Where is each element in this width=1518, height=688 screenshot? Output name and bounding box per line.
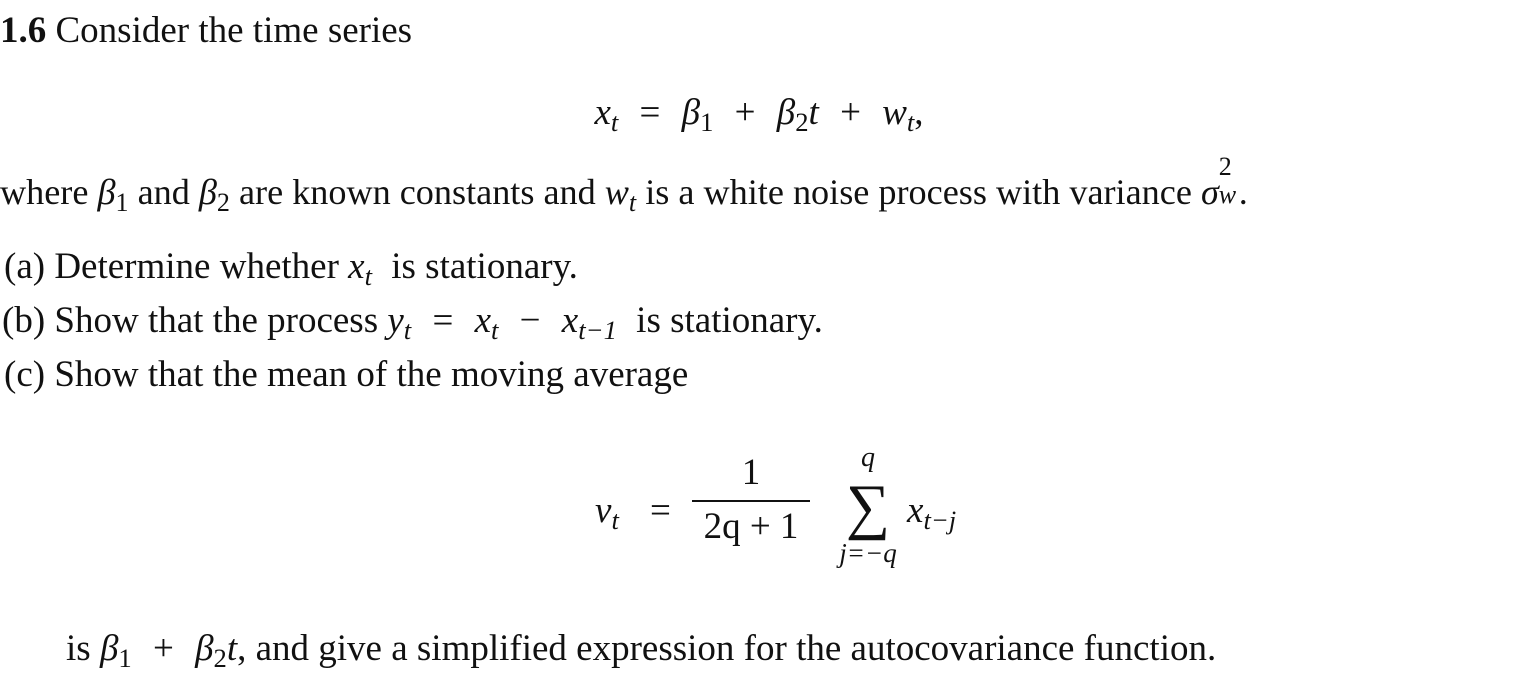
fraction-denominator: 2q + 1 [703,506,799,547]
sum-symbol: ∑ [845,473,891,541]
problem-intro: Consider the time series [55,10,413,51]
equation-moving-average: $v_t$ = 1 2q + 1 q ∑ j=−q $x_{t-j}$ [595,442,957,568]
where-sentence: where $\beta_1$ and $\beta_2$ are known constants and $w_t$ is a white noise process with variance σ 2 w . [0,152,1248,218]
summation [823,444,913,567]
part-a: (a) Determine whether $x_t$ is stationary. [4,246,578,292]
problem-heading [0,12,412,49]
conclusion-sentence: is $\beta_1 + \beta_2t$, and give a simplified expression for the autocovariance function. [66,628,1217,674]
fraction-bar [692,500,810,502]
part-b: (b) Show that the process $y_t = x_t - x_{t-1}$ is stationary. [2,300,823,346]
sum-term: $x_{t-j}$ [907,490,957,536]
part-a-label: (a) [4,246,46,287]
sum-lower-limit: j=−q [839,538,897,568]
fraction [692,452,810,545]
problem-number: 1.6 [0,10,47,51]
fraction-numerator: 1 [741,452,761,493]
equation2-lhs: $v_t$ [595,490,619,536]
part-b-label: (b) [2,300,46,341]
part-c-label: (c) [4,354,46,395]
part-c: (c) Show that the mean of the moving average [4,354,689,395]
equation-time-series: $x_t = \beta_1 + \beta_2t + w_t$, [594,92,924,138]
sum-upper-limit: q [861,442,875,473]
